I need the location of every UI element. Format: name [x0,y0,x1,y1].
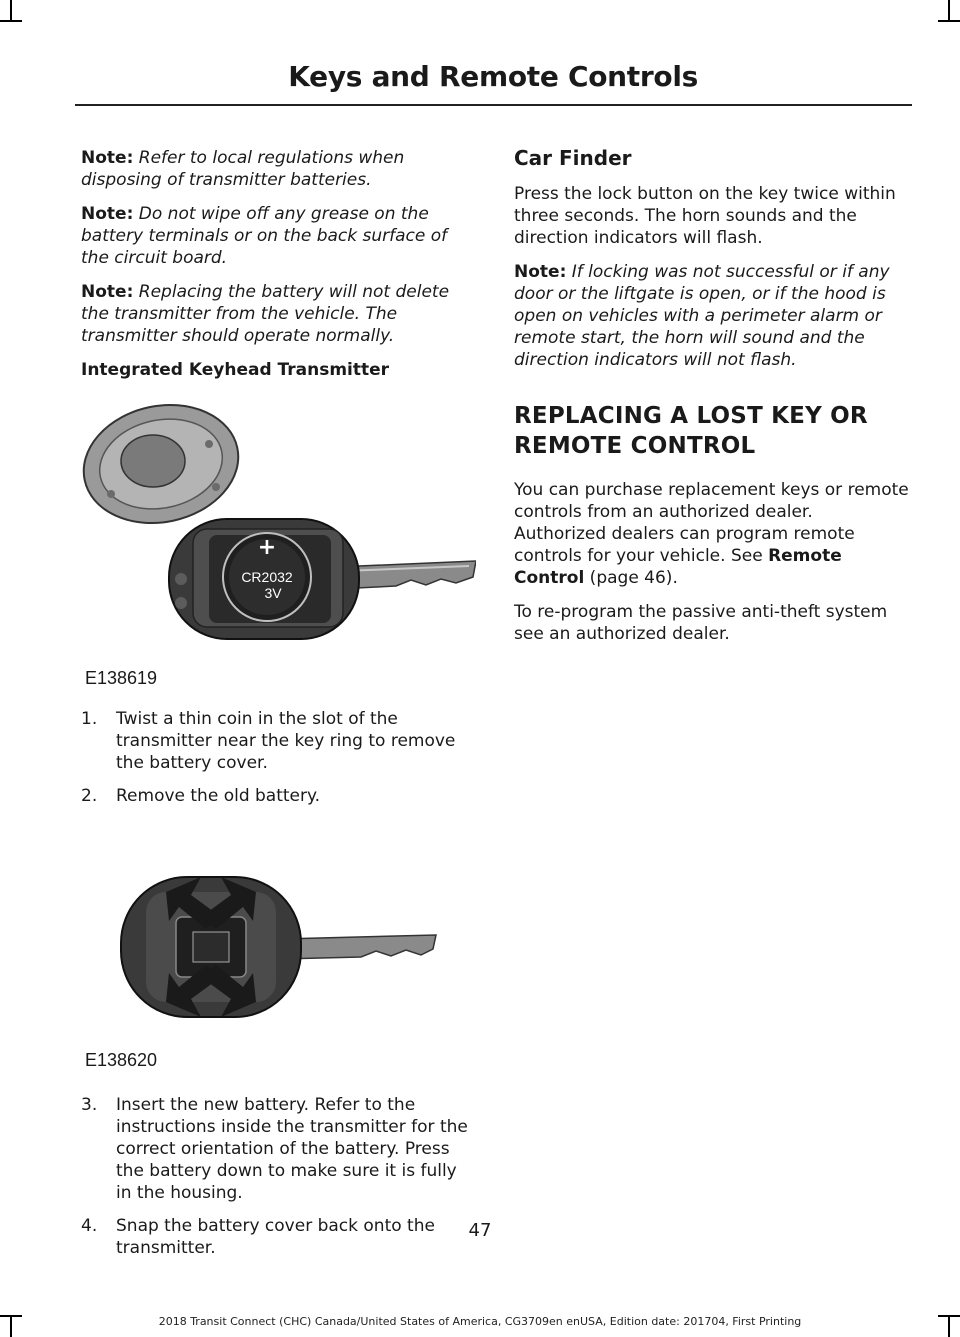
figure-keyhead-open [81,399,476,694]
list-item [81,785,476,807]
note-text: Do not wipe off any grease on the battery terminals or on the back surface of the circuit board. [81,204,448,268]
note-label: Note: [81,282,134,302]
section-title-line: REMOTE CONTROL [514,433,756,459]
crop-mark-top-right-h [938,20,960,22]
step-text: Insert the new battery. Refer to the instructions inside the transmitter for the correct orientation of the battery. Press the battery down to make sure it is fully in the housing. [116,1095,468,1203]
step-text: Twist a thin coin in the slot of the transmitter near the key ring to remove the battery cover. [116,709,456,773]
battery-voltage-label: 3V [264,585,282,601]
page-title: Keys and Remote Controls [288,60,698,93]
replacing-para-1 [514,479,909,589]
step-text: Remove the old battery. [116,786,321,806]
note-grease [81,203,476,269]
note-disposal [81,147,476,191]
step-number: 2. [81,786,98,806]
battery-removal-illustration [81,837,476,1057]
crop-mark-top-right-v [948,0,950,22]
battery-model-label: CR2032 [241,569,293,585]
note-text: Refer to local regulations when disposing of transmitter batteries. [81,148,405,190]
right-column [514,147,909,657]
battery-plus-sign: + [257,535,277,560]
paragraph-text: (page 46). [584,568,678,588]
section-title-line: REPLACING A LOST KEY OR [514,403,868,429]
list-item [81,708,476,774]
car-finder-body: Press the lock button on the key twice within three seconds. The horn sounds and the direction indicators will flash. [514,184,896,248]
note-text: If locking was not successful or if any door or the liftgate is open, or if the hood is open on vehicles with a perimeter alarm or remote start, the horn will sound and the direction indicators will not flash. [514,262,890,370]
footer-edition-line: 2018 Transit Connect (CHC) Canada/United States of America, CG3709en enUSA, Edition date: 201704, First Printing [158,1315,802,1328]
section-title-car-finder: Car Finder [514,146,632,170]
cross-reference-link[interactable]: Remote Control [514,546,842,588]
step-number: 1. [81,709,98,729]
replacing-para-2: To re-program the passive anti-theft system see an authorized dealer. [514,602,888,644]
note-label: Note: [81,148,134,168]
step-text: Snap the battery cover back onto the transmitter. [116,1216,435,1258]
header-divider [75,104,912,106]
figure-battery-removal [81,837,476,1082]
crop-mark-top-left-h [0,20,22,22]
paragraph-text: You can purchase replacement keys or remote controls from an authorized dealer. Authorized dealers can program remote controls for your vehicle. See [514,480,909,566]
list-item [81,1094,476,1204]
section-title-replacing [514,401,909,461]
step-number: 4. [81,1216,98,1236]
steps-list-a [81,708,476,807]
crop-mark-top-left-v [10,0,12,22]
note-label: Note: [514,262,567,282]
figure-code: E138619 [85,668,158,688]
step-number: 3. [81,1095,98,1115]
note-replacing-battery [81,281,476,347]
subheading-integrated-keyhead: Integrated Keyhead Transmitter [81,360,390,380]
page-number: 47 [468,1220,492,1241]
keyhead-open-illustration [81,399,476,669]
note-text: Replacing the battery will not delete the transmitter from the vehicle. The transmitter should operate normally. [81,282,450,346]
figure-code: E138620 [85,1050,158,1070]
note-label: Note: [81,204,134,224]
note-car-finder [514,261,909,371]
left-column [81,147,476,1270]
